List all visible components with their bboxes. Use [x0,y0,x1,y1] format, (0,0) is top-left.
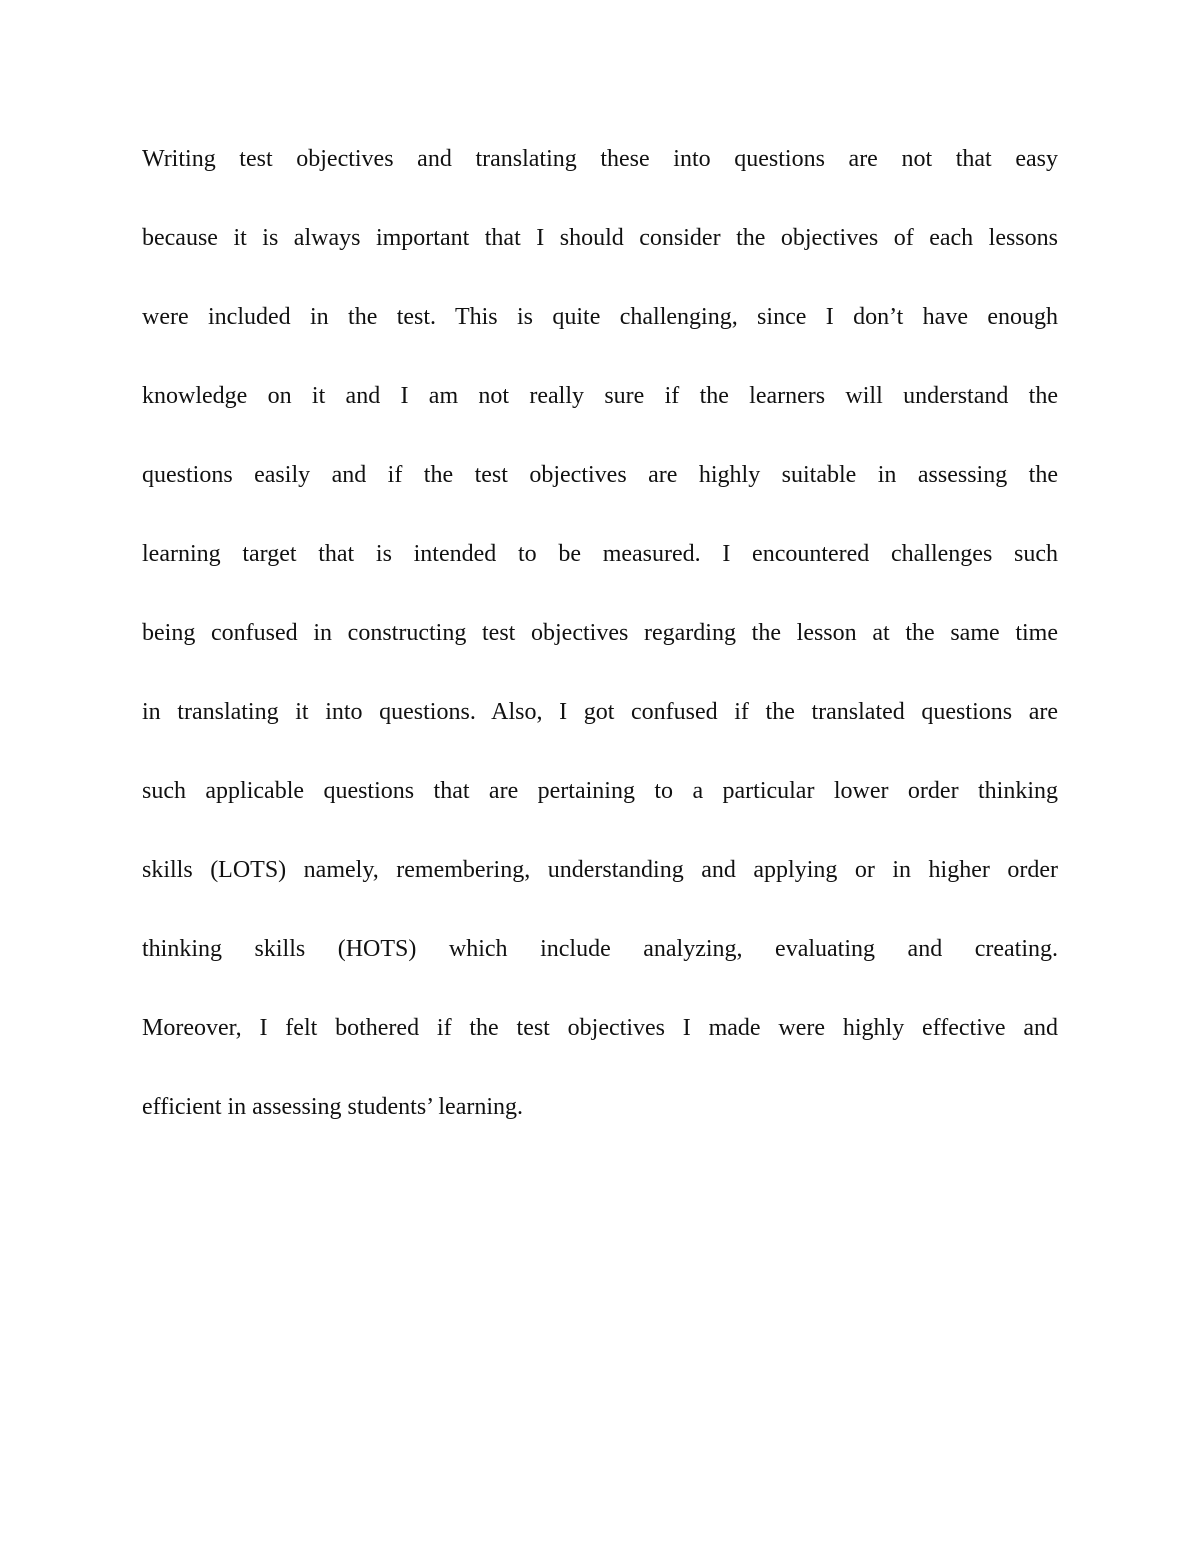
text-line: knowledge on it and I am not really sure if the learners will understand the [142,383,1058,409]
text-line: Moreover, I felt bothered if the test objectives I made were highly effective and [142,1015,1058,1041]
body-paragraph [142,139,1058,1166]
text-line: were included in the test. This is quite challenging, since I don’t have enough [142,304,1058,330]
text-line: questions easily and if the test objectives are highly suitable in assessing the [142,462,1058,488]
text-line: thinking skills (HOTS) which include analyzing, evaluating and creating. [142,936,1058,962]
text-line: learning target that is intended to be measured. I encountered challenges such [142,541,1058,567]
text-line: efficient in assessing students’ learning. [142,1094,524,1120]
text-line: being confused in constructing test objectives regarding the lesson at the same time [142,620,1058,646]
text-line: skills (LOTS) namely, remembering, understanding and applying or in higher order [142,857,1058,883]
text-line: Writing test objectives and translating these into questions are not that easy [142,146,1058,172]
text-line: such applicable questions that are pertaining to a particular lower order thinking [142,778,1058,804]
text-line: in translating it into questions. Also, I got confused if the translated questions are [142,699,1058,725]
text-line: because it is always important that I should consider the objectives of each lessons [142,225,1058,251]
